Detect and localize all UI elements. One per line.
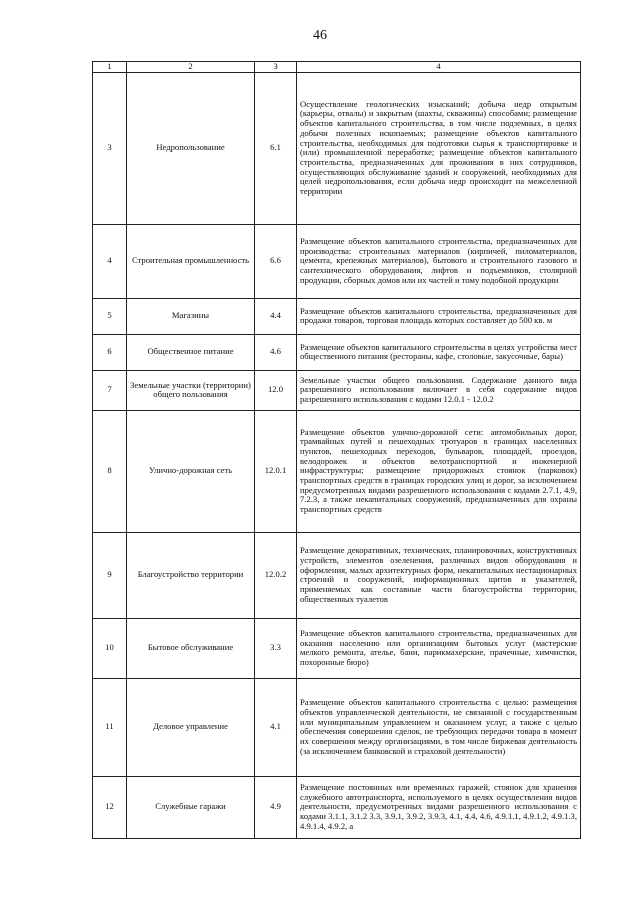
row-number: 3 bbox=[93, 72, 127, 224]
row-number: 8 bbox=[93, 410, 127, 532]
row-number: 10 bbox=[93, 618, 127, 678]
table-row bbox=[93, 72, 581, 224]
use-type-code: 12.0.2 bbox=[255, 532, 297, 618]
use-type-name: Строительная промышленность bbox=[127, 224, 255, 298]
use-type-description: Размещение объектов капитального строительства в целях устройства мест общественного питания (рестораны, кафе, столовые, закусочные, бары) bbox=[297, 334, 581, 370]
table-row bbox=[93, 776, 581, 838]
column-header: 1 bbox=[93, 62, 127, 73]
use-type-code: 4.4 bbox=[255, 298, 297, 334]
use-type-code: 3.3 bbox=[255, 618, 297, 678]
use-type-description: Размещение объектов капитального строительства, предназначенных для продажи товаров, торговая площадь которых составляет до 500 кв. м bbox=[297, 298, 581, 334]
use-type-name: Бытовое обслуживание bbox=[127, 618, 255, 678]
row-number: 4 bbox=[93, 224, 127, 298]
use-type-name: Магазины bbox=[127, 298, 255, 334]
row-number: 11 bbox=[93, 678, 127, 776]
use-type-code: 6.6 bbox=[255, 224, 297, 298]
use-type-code: 12.0.1 bbox=[255, 410, 297, 532]
use-type-description: Размещение постоянных или временных гаражей, стоянок для хранения служебного автотранспорта, используемого в целях осуществления видов деятельности, предусмотренных видами разрешенного использования с кодами 3.1.1, 3.1.2 3.3, 3.9.1, 3.9.2, 3.9.3, 4.1, 4.4, 4.6, 4.9.1.1, 4.9.1.2, 4.9.1.3, 4.9.1.4, 4.9.2, а bbox=[297, 776, 581, 838]
use-type-name: Служебные гаражи bbox=[127, 776, 255, 838]
table-row bbox=[93, 678, 581, 776]
use-type-description: Размещение объектов капитального строительства, предназначенных для оказания населению или организациям бытовых услуг (мастерские мелкого ремонта, ателье, бани, парикмахерские, прачечные, химчистки, похоронные бюро) bbox=[297, 618, 581, 678]
use-type-name: Общественное питание bbox=[127, 334, 255, 370]
use-type-description: Размещение объектов улично-дорожной сети: автомобильных дорог, трамвайных путей и пешеходных тротуаров в границах населенных пунктов, пешеходных переходов, бульваров, площадей, проездов, велодорожек и объектов велотранспортной и инженерной инфраструктуры; размещение придорожных стоянок (парковок) транспортных средств в границах городских улиц и дорог, за исключением предусмотренных видами разрешенного использования с кодами 2.7.1, 4.9, 7.2.3, а также некапитальных сооружений, предназначенных для охраны транспортных средств bbox=[297, 410, 581, 532]
use-type-name: Улично-дорожная сеть bbox=[127, 410, 255, 532]
table-row bbox=[93, 532, 581, 618]
use-type-name: Деловое управление bbox=[127, 678, 255, 776]
row-number: 12 bbox=[93, 776, 127, 838]
column-header: 3 bbox=[255, 62, 297, 73]
row-number: 9 bbox=[93, 532, 127, 618]
use-type-code: 12.0 bbox=[255, 370, 297, 410]
table-row bbox=[93, 334, 581, 370]
column-header: 4 bbox=[297, 62, 581, 73]
row-number: 5 bbox=[93, 298, 127, 334]
use-type-code: 6.1 bbox=[255, 72, 297, 224]
use-type-name: Земельные участки (территории) общего пользования bbox=[127, 370, 255, 410]
land-use-table bbox=[92, 61, 581, 839]
use-type-description: Размещение декоративных, технических, планировочных, конструктивных устройств, элементов озеленения, различных видов оборудования и оформления, малых архитектурных форм, некапитальных нестационарных строений и сооружений, информационных щитов и указателей, применяемых как составные части благоустройства территории, общественных туалетов bbox=[297, 532, 581, 618]
use-type-name: Благоустройство территории bbox=[127, 532, 255, 618]
table-row bbox=[93, 618, 581, 678]
use-type-description: Осуществление геологических изысканий; добыча недр открытым (карьеры, отвалы) и закрытым (шахты, скважины) способами; размещение объектов капитального строительства, в том числе подземных, в целях добычи полезных ископаемых; размещение объектов капитального строительства, необходимых для подготовки сырья к транспортировке и (или) промышленной переработке; размещение объектов капитального строительства, предназначенных для проживания в них сотрудников, осуществляющих обслуживание зданий и сооружений, необходимых для целей недропользования, если добыча недр происходит на межселенной территории bbox=[297, 72, 581, 224]
table-row bbox=[93, 370, 581, 410]
table-row bbox=[93, 224, 581, 298]
column-header: 2 bbox=[127, 62, 255, 73]
use-type-name: Недропользование bbox=[127, 72, 255, 224]
use-type-description: Размещение объектов капитального строительства, предназначенных для производства: строительных материалов (кирпичей, пиломатериалов, цемента, крепежных материалов), бытового и строительного газового и сантехнического оборудования, лифтов и подъемников, столярной продукции, сборных домов или их частей и тому подобной продукции bbox=[297, 224, 581, 298]
page-number: 46 bbox=[313, 28, 327, 43]
use-type-code: 4.9 bbox=[255, 776, 297, 838]
row-number: 7 bbox=[93, 370, 127, 410]
row-number: 6 bbox=[93, 334, 127, 370]
use-type-code: 4.6 bbox=[255, 334, 297, 370]
table-header-row bbox=[93, 62, 581, 73]
use-type-description: Земельные участки общего пользования. Содержание данного вида разрешенного использования включает в себя содержание видов разрешенного использования с кодами 12.0.1 - 12.0.2 bbox=[297, 370, 581, 410]
use-type-description: Размещение объектов капитального строительства с целью: размещения объектов управленческой деятельности, не связанной с государственным или муниципальным управлением и оказанием услуг, а также с целью обеспечения совершения сделок, не требующих передачи товара в момент их совершения между организациями, в том числе биржевая деятельность (за исключением банковской и страховой деятельности) bbox=[297, 678, 581, 776]
table-row bbox=[93, 298, 581, 334]
table-row bbox=[93, 410, 581, 532]
use-type-code: 4.1 bbox=[255, 678, 297, 776]
